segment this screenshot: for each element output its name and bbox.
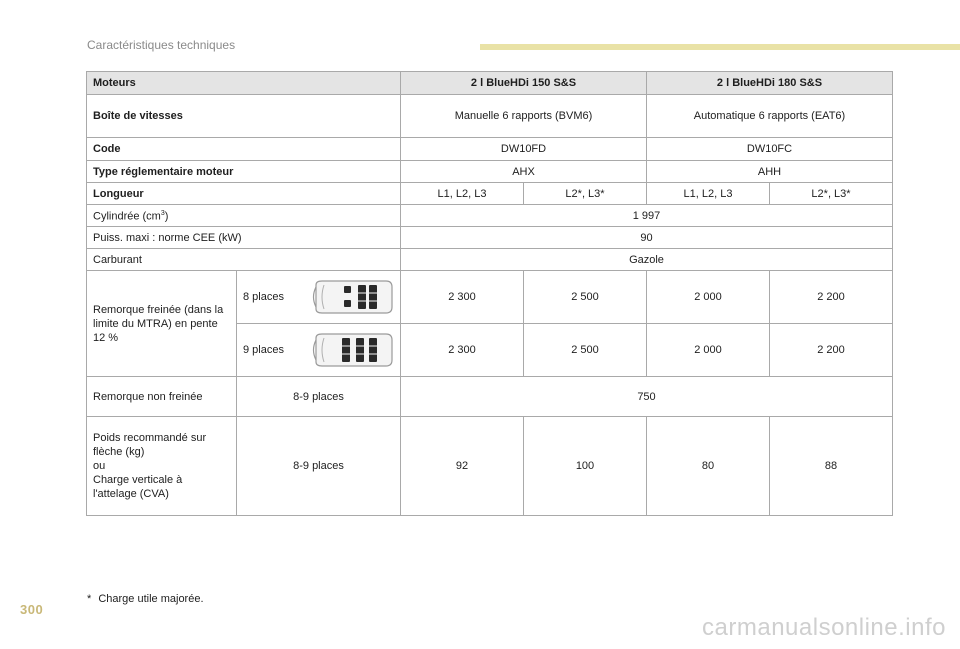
row-label: Code — [87, 138, 401, 161]
places-cell: 8-9 places — [237, 417, 401, 516]
table-cell: L2*, L3* — [770, 183, 893, 205]
table-cell: 2 000 — [647, 271, 770, 324]
table-cell: Gazole — [401, 249, 893, 271]
footnote — [87, 593, 204, 605]
places-label: 9 places — [243, 344, 284, 356]
places-cell — [237, 324, 401, 377]
van-8-seats-icon — [310, 279, 394, 315]
row-label: Type réglementaire moteur — [87, 161, 401, 183]
row-label: Remorque freinée (dans la limite du MTRA) en pente 12 % — [87, 271, 237, 377]
header-engines: Moteurs — [87, 72, 401, 95]
places-cell: 8-9 places — [237, 377, 401, 417]
table-row — [87, 377, 893, 417]
section-title: Caractéristiques techniques — [87, 38, 236, 52]
row-label: Puiss. maxi : norme CEE (kW) — [87, 227, 401, 249]
table-cell: 2 300 — [401, 324, 524, 377]
specs-table — [86, 71, 893, 516]
table-cell: 100 — [524, 417, 647, 516]
table-row — [87, 161, 893, 183]
table-cell: Automatique 6 rapports (EAT6) — [647, 95, 893, 138]
table-cell: 2 500 — [524, 271, 647, 324]
footnote-text: Charge utile majorée. — [98, 593, 204, 605]
table-row — [87, 95, 893, 138]
table-cell: AHX — [401, 161, 647, 183]
table-cell: 88 — [770, 417, 893, 516]
row-label: Longueur — [87, 183, 401, 205]
van-9-seats-icon — [310, 332, 394, 368]
places-label: 8 places — [243, 291, 284, 303]
table-cell: 80 — [647, 417, 770, 516]
row-label: Remorque non freinée — [87, 377, 237, 417]
table-cell: AHH — [647, 161, 893, 183]
page-number: 300 — [20, 602, 44, 617]
table-row — [87, 271, 893, 324]
table-cell: 2 200 — [770, 324, 893, 377]
section-header-bar — [480, 44, 960, 50]
table-row — [87, 417, 893, 516]
table-cell: L1, L2, L3 — [401, 183, 524, 205]
table-cell: 2 500 — [524, 324, 647, 377]
header-engine-150: 2 l BlueHDi 150 S&S — [401, 72, 647, 95]
row-label: Poids recommandé sur flèche (kg) ou Charge verticale à l'attelage (CVA) — [87, 417, 237, 516]
watermark: carmanualsonline.info — [702, 614, 946, 641]
table-cell: 90 — [401, 227, 893, 249]
table-cell: DW10FD — [401, 138, 647, 161]
table-cell: Manuelle 6 rapports (BVM6) — [401, 95, 647, 138]
table-row — [87, 138, 893, 161]
places-cell — [237, 271, 401, 324]
row-label: Carburant — [87, 249, 401, 271]
table-cell: 92 — [401, 417, 524, 516]
table-cell: 750 — [401, 377, 893, 417]
table-row — [87, 183, 893, 205]
header-engine-180: 2 l BlueHDi 180 S&S — [647, 72, 893, 95]
table-row — [87, 205, 893, 227]
table-header-row — [87, 72, 893, 95]
row-label: Boîte de vitesses — [87, 95, 401, 138]
table-cell: 2 000 — [647, 324, 770, 377]
table-cell: 2 200 — [770, 271, 893, 324]
footnote-mark: * — [87, 593, 92, 605]
table-cell: L1, L2, L3 — [647, 183, 770, 205]
row-label: Cylindrée $(cm^3)$ — [87, 205, 401, 227]
table-cell: 2 300 — [401, 271, 524, 324]
table-cell: DW10FC — [647, 138, 893, 161]
table-cell: 1 997 — [401, 205, 893, 227]
table-cell: L2*, L3* — [524, 183, 647, 205]
table-row — [87, 227, 893, 249]
table-row — [87, 249, 893, 271]
